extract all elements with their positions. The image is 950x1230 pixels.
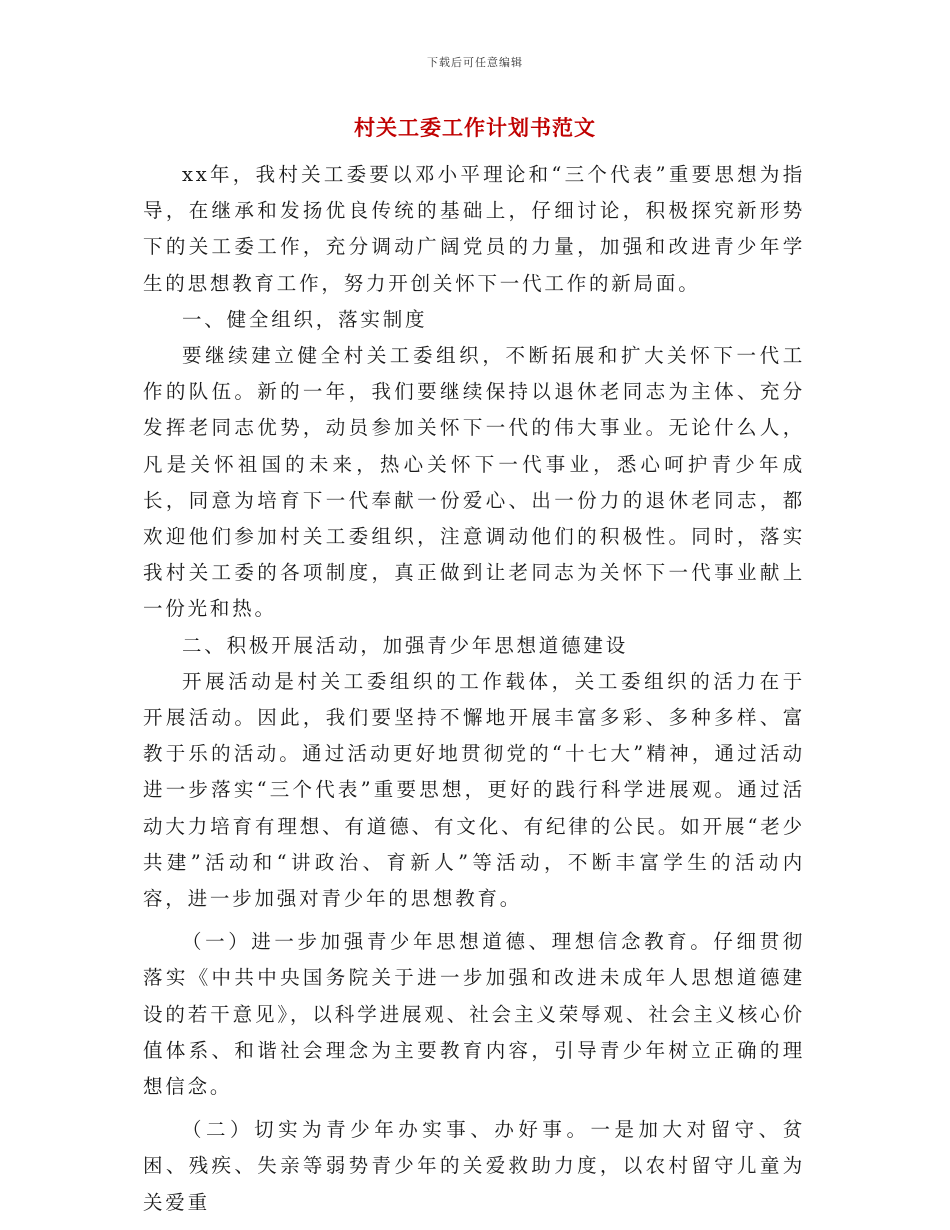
paragraph-subsection-2: （二）切实为青少年办实事、办好事。一是加大对留守、贫困、残疾、失亲等弱势青少年的关爱救助力度，以农村留守儿童为关爱重 [143, 1118, 805, 1214]
section-heading-2: 二、积极开展活动，加强青少年思想道德建设 [182, 633, 629, 657]
paragraph-subsection-1: （一）进一步加强青少年思想道德、理想信念教育。仔细贯彻落实《中共中央国务院关于进一步加强和改进未成年人思想道德建设的若干意见》，以科学进展观、社会主义荣辱观、社会主义核心价值体系、和谐社会理念为主要教育内容，引导青少年树立正确的理想信念。 [143, 930, 805, 1099]
document-body [143, 157, 805, 1221]
paragraph-intro: xx年，我村关工委要以邓小平理论和“三个代表”重要思想为指导，在继承和发扬优良传统的基础上，仔细讨论，积极探究新形势下的关工委工作，充分调动广阔党员的力量，加强和改进青少年学生的思想教育工作，努力开创关怀下一代工作的新局面。 [143, 163, 805, 295]
paragraph-section-1: 要继续建立健全村关工委组织，不断拓展和扩大关怀下一代工作的队伍。新的一年，我们要继续保持以退休老同志为主体、充分发挥老同志优势，动员参加关怀下一代的伟大事业。无论什么人，凡是关怀祖国的未来，热心关怀下一代事业，悉心呵护青少年成长，同意为培育下一代奉献一份爱心、出一份力的退休老同志，都欢迎他们参加村关工委组织，注意调动他们的积极性。同时，落实我村关工委的各项制度，真正做到让老同志为关怀下一代事业献上一份光和热。 [143, 344, 805, 621]
header-note: 下载后可任意编辑 [427, 56, 523, 69]
section-heading-1: 一、健全组织，落实制度 [182, 307, 428, 331]
paragraph-section-2: 开展活动是村关工委组织的工作载体，关工委组织的活力在于开展活动。因此，我们要坚持不懈地开展丰富多彩、多种多样、富教于乐的活动。通过活动更好地贯彻党的“十七大”精神，通过活动进一步落实“三个代表”重要思想，更好的践行科学进展观。通过活动大力培育有理想、有道德、有文化、有纪律的公民。如开展“老少共建”活动和“讲政治、育新人”等活动，不断丰富学生的活动内容，进一步加强对青少年的思想教育。 [143, 669, 805, 911]
document-title: 村关工委工作计划书范文 [354, 115, 596, 140]
